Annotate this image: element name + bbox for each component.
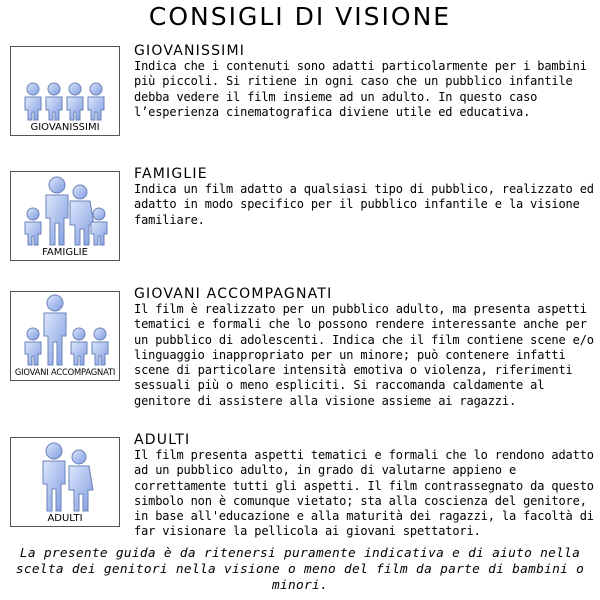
adulti-text (134, 432, 599, 540)
adulti-badge (10, 437, 120, 527)
giovanissimi-badge (10, 46, 120, 136)
adulti-badge-label: ADULTI (47, 513, 83, 524)
two-adults-icon (11, 438, 119, 514)
giovanissimi-badge-label: GIOVANISSIMI (30, 122, 100, 133)
disclaimer-note: La presente guida è da ritenersi puramente indicativa e di aiuto nella scelta dei genitori nella visione o meno del film da parte di bambini o minori. (15, 546, 585, 593)
famiglie-badge (10, 171, 120, 261)
four-children-icon (11, 47, 119, 123)
famiglie-heading: FAMIGLIE (134, 166, 208, 182)
giovani-accompagnati-text (134, 286, 599, 409)
giovani-accompagnati-description: Il film è realizzato per un pubblico adulto, ma presenta aspetti tematici e formali che lo possono rendere interessante anche per un pubblico di adolescenti. Indica che il film contiene scene e/o linguaggio inappropriato per un minore; può contenere infatti scene di particolare intensità emotiva o violenza, riferimenti sessuali più o meno espliciti. Si raccomanda caldamente al genitore di assistere alla visione assieme ai ragazzi. (134, 302, 594, 408)
giovani-accompagnati-badge-label: GIOVANI ACCOMPAGNATI (14, 367, 116, 377)
adulti-description: Il film presenta aspetti tematici e formali che lo rendono adatto ad un pubblico adulto, in grado di valutarne appieno e correttamente tutti gli aspetti. Il film contrassegnato da questo simbolo non è comunque vietato; sta alla coscienza del genitore, in base all'educazione e alla maturità dei ragazzi, la facoltà di far visionare la pellicola ai giovani spettatori. (134, 448, 594, 539)
page-title: CONSIGLI DI VISIONE (148, 2, 452, 31)
giovanissimi-heading: GIOVANISSIMI (134, 43, 246, 59)
famiglie-text (134, 166, 599, 228)
giovanissimi-description: Indica che i contenuti sono adatti particolarmente per i bambini più piccoli. Si ritiene in ogni caso che un pubblico infantile debba vedere il film insieme ad un adulto. In questo caso l’esperienza cinematografica diviene utile ed educativa. (134, 59, 587, 119)
adulti-heading: ADULTI (134, 432, 191, 448)
famiglie-description: Indica un film adatto a qualsiasi tipo di pubblico, realizzato ed adatto in modo specifico per il pubblico infantile e la visione familiare. (134, 182, 594, 227)
giovani-accompagnati-heading: GIOVANI ACCOMPAGNATI (134, 286, 333, 302)
giovanissimi-text (134, 43, 599, 120)
family-icon (11, 172, 119, 248)
famiglie-badge-label: FAMIGLIE (42, 247, 88, 258)
adult-with-children-icon (11, 292, 119, 368)
giovani-accompagnati-badge (10, 291, 120, 381)
